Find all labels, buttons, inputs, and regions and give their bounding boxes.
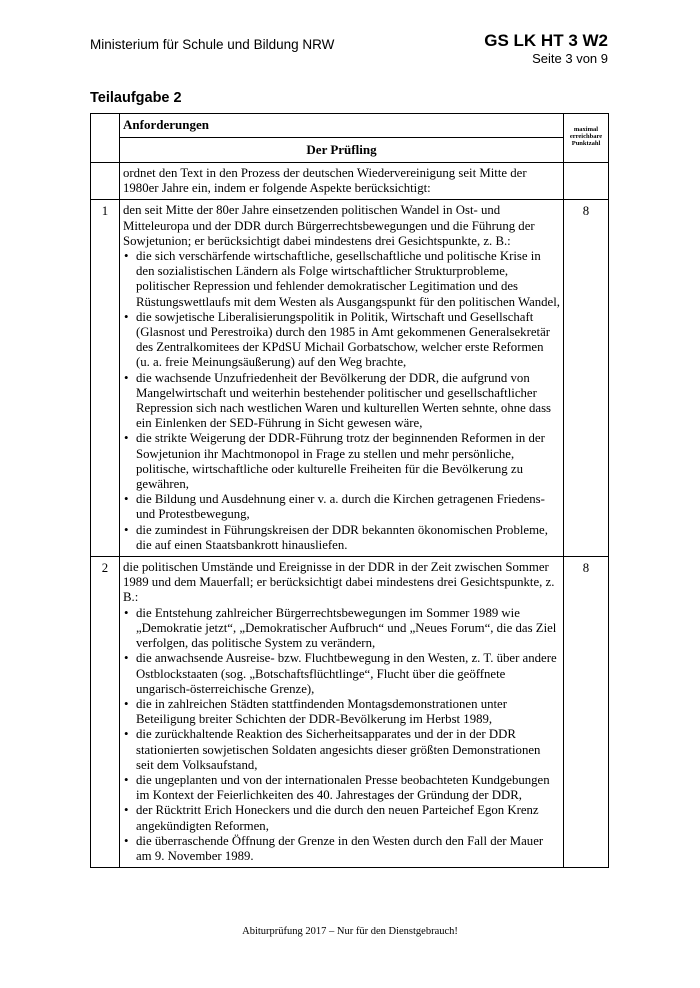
bullet-icon: • <box>124 651 129 666</box>
bullet-icon: • <box>124 605 129 620</box>
row-text: den seit Mitte der 80er Jahre einsetzenden politischen Wandel in Ost- und Mitteleuropa und der DDR durch Bürgerrechtsbewegungen und die Führung der Sowjetunion; er berücksichtigt dabei mindestens drei Gesichtspunkte, z. B.: <box>123 203 535 248</box>
list-item: • die zumindest in Führungskreisen der DDR bekannten ökonomischen Probleme, die auf einen Staatsbankrott hinausliefen. <box>124 522 548 552</box>
row-points: 8 <box>564 557 609 868</box>
row-number: 2 <box>91 557 120 868</box>
bullet-list <box>123 606 560 864</box>
requirements-table <box>90 113 609 868</box>
requirements-header: Anforderungen <box>120 114 564 138</box>
table-row <box>91 200 609 557</box>
bullet-icon: • <box>124 431 129 446</box>
table-header-row-2 <box>91 138 609 163</box>
list-item: • die zurückhaltende Reaktion des Sicherheitsapparates und der in der DDR stationierten sowjetischen Soldaten angesichts dieser größten Demonstrationen seit dem Volksaufstand, <box>124 727 541 772</box>
empty-cell <box>564 163 609 200</box>
list-item: • die in zahlreichen Städten stattfindenden Montagsdemonstrationen unter Beteiligung breiter Schichten der DDR-Bevölkerung im Herbst 1989, <box>124 696 508 727</box>
bullet-icon: • <box>124 492 129 507</box>
bullet-icon: • <box>124 696 129 711</box>
intro-row <box>91 163 609 200</box>
bullet-icon: • <box>124 833 129 848</box>
list-item: • die überraschende Öffnung der Grenze in den Westen durch den Fall der Mauer am 9. November 1989. <box>124 833 544 863</box>
bullet-icon: • <box>124 772 129 787</box>
intro-text: ordnet den Text in den Prozess der deutschen Wiedervereinigung seit Mitte der 1980er Jahre ein, indem er folgende Aspekte berücksichtigt: <box>120 163 564 200</box>
bullet-icon: • <box>124 309 129 324</box>
bullet-icon: • <box>124 249 129 264</box>
document-code-block <box>484 31 608 66</box>
row-points: 8 <box>564 200 609 557</box>
row-content <box>120 557 564 868</box>
bullet-icon: • <box>124 803 129 818</box>
row-content <box>120 200 564 557</box>
bullet-icon: • <box>124 522 129 537</box>
table-header-row-1 <box>91 114 609 138</box>
list-item: • die sowjetische Liberalisierungspolitik in Politik, Wirtschaft und Gesellschaft (Glasnost und Perestroika) durch den 1985 in Amt gekommenen Generalsekretär des Zentralkomitees der KPdSU Michail Gorbatschow, welcher erste Reformen (u. a. freie Meinungsäußerung) auf den Weg brachte, <box>124 309 551 370</box>
page-number: Seite 3 von 9 <box>532 51 608 66</box>
list-item: • die Entstehung zahlreicher Bürgerrechtsbewegungen im Sommer 1989 wie „Demokratie jetzt“, „Demokratischer Aufbruch“ und „Neues Forum“, die das Ziel verfolgen, das politische System zu verändern, <box>124 605 557 651</box>
points-header: maximal erreichbare Punktzahl <box>564 114 609 163</box>
row-text: die politischen Umstände und Ereignisse in der DDR in der Zeit zwischen Sommer 1989 und dem Mauerfall; er berücksichtigt dabei mindestens drei Gesichtspunkte, z. B.: <box>123 560 555 605</box>
section-title: Teilaufgabe 2 <box>90 90 182 106</box>
list-item: • die wachsende Unzufriedenheit der Bevölkerung der DDR, die aufgrund von Mangelwirtschaft und weiterhin bestehender politischer und gesellschaftlicher Repression sich nach westlichen Waren und kulturellen Werten sehnte, ohne dass ein Einlenken der SED-Führung in Sicht gewesen wäre, <box>124 370 552 431</box>
table-row <box>91 557 609 868</box>
bullet-list <box>123 249 560 553</box>
list-item: • der Rücktritt Erich Honeckers und die durch den neuen Parteichef Egon Krenz angekündigten Reformen, <box>124 803 539 833</box>
row-number: 1 <box>91 200 120 557</box>
list-item: • die ungeplanten und von der internationalen Presse beobachteten Kundgebungen im Kontext der Feierlichkeiten des 40. Jahrestages der Gründung der DDR, <box>124 772 550 803</box>
list-item: • die strikte Weigerung der DDR-Führung trotz der beginnenden Reformen in der Sowjetunion ihr Machtmonopol in Frage zu stellen und mehr persönliche, politische, wirtschaftliche oder kulturelle Freiheiten für die Bevölkerung zu gewähren, <box>124 431 545 492</box>
list-item: • die Bildung und Ausdehnung einer v. a. durch die Kirchen getragenen Friedens- und Protestbewegung, <box>124 492 545 522</box>
document-code: GS LK HT 3 W2 <box>484 31 608 50</box>
ministry-label: Ministerium für Schule und Bildung NRW <box>90 37 335 52</box>
empty-cell <box>91 114 120 163</box>
footer-note: Abiturprüfung 2017 – Nur für den Dienstgebrauch! <box>242 926 458 937</box>
list-item: • die anwachsende Ausreise- bzw. Fluchtbewegung in den Westen, z. T. über andere Ostblockstaaten (sog. „Botschaftsflüchtlinge“, Flucht über die geöffnete ungarisch-österreichische Grenze), <box>124 651 557 696</box>
bullet-icon: • <box>124 370 129 385</box>
bullet-icon: • <box>124 727 129 742</box>
list-item: • die sich verschärfende wirtschaftliche, gesellschaftliche und politische Krise in den sozialistischen Ländern als Folge wirtschaftlicher Strukturprobleme, politischer Repression und fehlender demokratischer Legitimation und des Rüstungswettlaufs mit dem Westen als Ausgangspunkt für den politischen Wandel, <box>124 249 560 309</box>
empty-cell <box>91 163 120 200</box>
candidate-header: Der Prüfling <box>120 138 564 163</box>
